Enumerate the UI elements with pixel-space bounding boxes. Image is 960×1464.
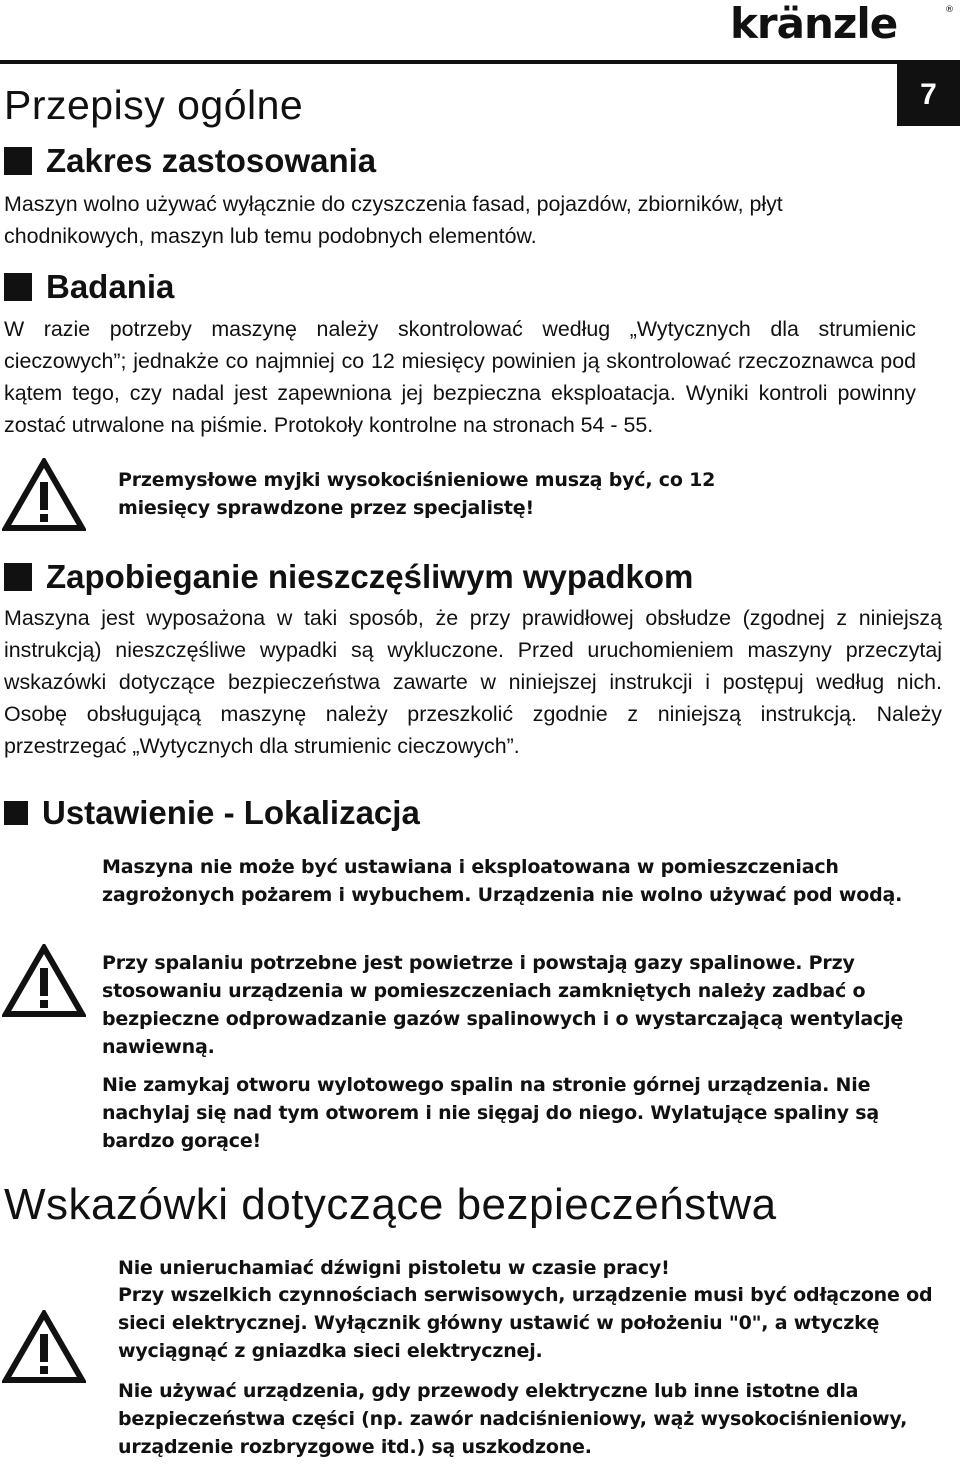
- page-title: Przepisy ogólne: [4, 82, 304, 128]
- location-heading: [4, 794, 420, 832]
- bullet-square-icon: [4, 273, 32, 301]
- scope-heading: [4, 142, 376, 180]
- svg-text:kränzle: kränzle: [730, 2, 898, 44]
- bullet-square-icon: [4, 563, 32, 591]
- page-number: 7: [897, 64, 960, 126]
- accident-prevention-heading: [4, 558, 693, 596]
- warning-triangle-icon: [2, 944, 86, 1018]
- header-rule: [0, 60, 960, 64]
- safety-warning-1: Nie unieruchamiać dźwigni pistoletu w czasie pracy!: [118, 1257, 670, 1279]
- inspections-heading: [4, 268, 174, 306]
- location-heading-label: Ustawienie - Lokalizacja: [42, 794, 420, 831]
- inspections-warning: Przemysłowe myjki wysokociśnieniowe muszą być, co 12 miesięcy sprawdzone przez specjalistę!: [118, 469, 716, 519]
- bullet-square-icon: [4, 801, 28, 825]
- safety-warning-2: Przy wszelkich czynnościach serwisowych, urządzenie musi być odłączone od sieci elektrycznej. Wyłącznik główny ustawić w położeniu "0", a wtyczkę wyciągnąć z gniazdka sieci elektrycznej.: [118, 1284, 933, 1362]
- inspections-text: W razie potrzeby maszynę należy skontrolować według „Wytycznych dla strumienic cieczowych”; jednakże co najmniej co 12 miesięcy powinien ją skontrolować rzeczoznawca pod kątem tego, czy nadal jest zapewniona jej bezpieczna eksploatacja. Wyniki kontroli powinny zostać utrwalone na piśmie. Protokoły kontrolne na stronach 54 - 55.: [4, 317, 916, 437]
- safety-title: Wskazówki dotyczące bezpieczeństwa: [4, 1180, 777, 1229]
- warning-triangle-icon: [2, 1310, 86, 1384]
- kranzle-logo: [728, 2, 956, 44]
- location-warning-2: Przy spalaniu potrzebne jest powietrze i powstają gazy spalinowe. Przy stosowaniu urządzenia w pomieszczeniach zamkniętych należy zadbać o bezpieczne odprowadzanie gazów spalinowych i o wystarczającą wentylację nawiewną.: [102, 952, 904, 1058]
- location-warning-1: Maszyna nie może być ustawiana i eksploatowana w pomieszczeniach zagrożonych pożarem i wybuchem. Urządzenia nie wolno używać pod wodą.: [102, 856, 903, 906]
- bullet-square-icon: [4, 147, 32, 175]
- inspections-heading-label: Badania: [46, 268, 175, 305]
- scope-heading-label: Zakres zastosowania: [46, 142, 377, 179]
- svg-text:®: ®: [945, 5, 954, 15]
- accident-prevention-text: Maszyna jest wyposażona w taki sposób, że przy prawidłowej obsłudze (zgodnej z niniejszą instrukcją) nieszczęśliwe wypadki są wykluczone. Przed uruchomieniem maszyny przeczytaj wskazówki dotyczące bezpieczeństwa zawarte w niniejszej instrukcji i postępuj według nich. Osobę obsługującą maszynę należy przeszkolić zgodnie z niniejszą instrukcją. Należy przestrzegać „Wytycznych dla strumienic cieczowych”.: [4, 606, 942, 758]
- scope-text: Maszyn wolno używać wyłącznie do czyszczenia fasad, pojazdów, zbiorników, płyt chodnikowych, maszyn lub temu podobnych elementów.: [4, 192, 783, 248]
- accident-prevention-heading-label: Zapobieganie nieszczęśliwym wypadkom: [46, 558, 694, 595]
- location-warning-3: Nie zamykaj otworu wylotowego spalin na stronie górnej urządzenia. Nie nachylaj się nad tym otworem i nie sięgaj do niego. Wylatujące spaliny są bardzo gorące!: [102, 1074, 879, 1152]
- warning-triangle-icon: [2, 458, 86, 532]
- safety-warning-3: Nie używać urządzenia, gdy przewody elektryczne lub inne istotne dla bezpieczeństwa części (np. zawór nadciśnieniowy, wąż wysokociśnieniowy, urządzenie rozbryzgowe itd.) są uszkodzone.: [118, 1380, 908, 1458]
